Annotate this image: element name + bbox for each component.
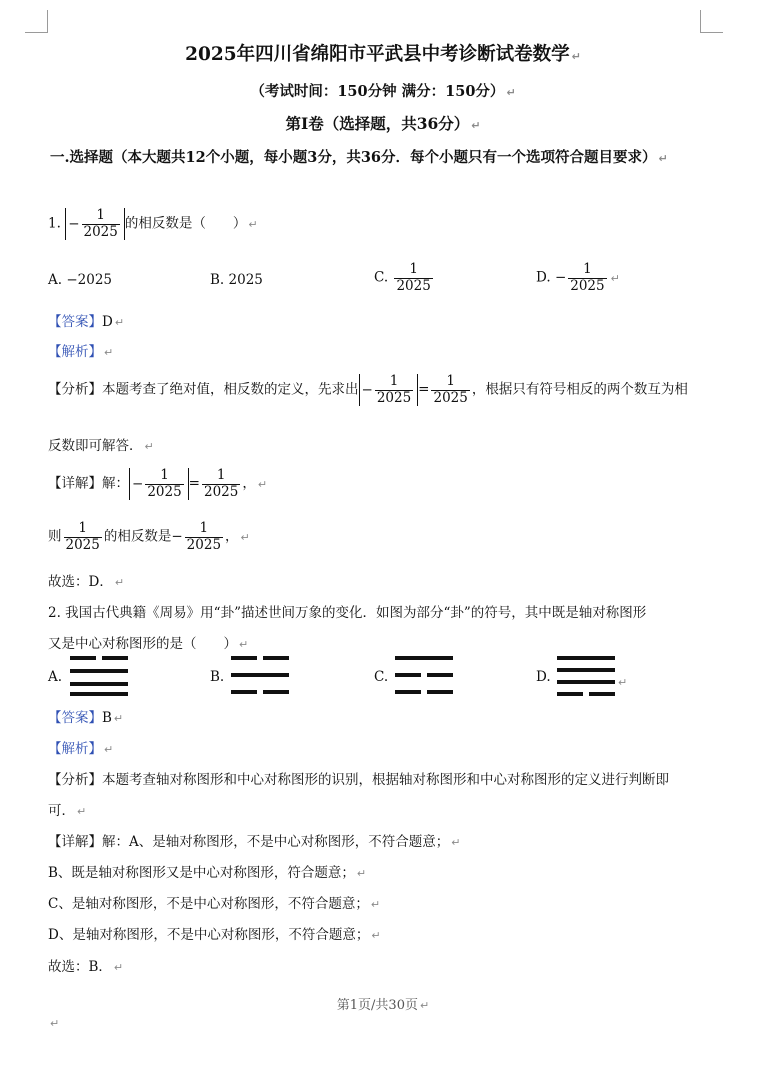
option-b: B. 2025 [210, 272, 263, 288]
detail-1: 【详解】解： − $\frac{1}{2025}$ = $\frac{1}{2025}$ ， ↵ [48, 467, 268, 500]
option-a-label: A. [48, 669, 63, 685]
part-heading: 第Ⅰ卷（选择题，共36分） ↵ [285, 114, 481, 133]
option-c-label: C. [374, 669, 389, 685]
conclusion-1: 故选：D． ↵ [48, 574, 125, 590]
absolute-value-expression: − $\frac{1}{2025}$ [65, 208, 125, 240]
option-d-label: D. [536, 669, 551, 685]
option-d: D. − $\frac{1}{2025}$ ↵ [536, 261, 620, 294]
option-c: C. $\frac{1}{2025}$ [374, 261, 431, 294]
option-a: A. −2025 [48, 272, 113, 288]
analysis-1: 【解析】 ↵ [48, 344, 114, 360]
question-2-stem-line2: 又是中心对称图形的是（ ） ↵ [48, 636, 249, 652]
option-b-label: B. [210, 669, 225, 685]
detail-1-then: 则 $\frac{1}{2025}$ 的相反数是− $\frac{1}{2025}$ ， ↵ [48, 520, 250, 553]
fraction: $\frac{1}{2025}$ [83, 207, 118, 240]
document-title: 2025年四川省绵阳市平武县中考诊断试卷数学 ↵ [185, 44, 581, 65]
conclusion-2: 故选：B． ↵ [48, 959, 124, 975]
detail-2-a: 【详解】解：A、是轴对称图形，不是中心对称图形，不符合题意； ↵ [48, 834, 461, 850]
section-heading: 一.选择题（本大题共12个小题，每小题3分，共36分．每个小题只有一个选项符合题目要求） ↵ [50, 149, 668, 166]
page-footer: 第1页/共30页 ↵ [336, 998, 430, 1013]
detail-2-d: D、是轴对称图形，不是中心对称图形，不符合题意； ↵ [48, 927, 381, 943]
analysis-2: 【解析】 ↵ [48, 741, 114, 757]
answer-2: 【答案】B ↵ [48, 710, 124, 726]
fenxi-2-line1: 【分析】本题考查轴对称图形和中心对称图形的识别，根据轴对称图形和中心对称图形的定义进行判断即 [48, 772, 669, 788]
fenxi-1-line2: 反数即可解答． ↵ [48, 438, 154, 454]
question-2-stem-line1: 2. 我国古代典籍《周易》用“卦”描述世间万象的变化．如图为部分“卦”的符号，其中既是轴对称图形 [48, 605, 647, 621]
detail-2-b: B、既是轴对称图形又是中心对称图形，符合题意； ↵ [48, 865, 367, 881]
question-number: 1. [48, 215, 61, 232]
paragraph-mark: ↵ [50, 1017, 60, 1030]
crop-mark-top-left [25, 10, 48, 33]
crop-mark-top-right [700, 10, 723, 33]
detail-2-c: C、是轴对称图形，不是中心对称图形，不符合题意； ↵ [48, 896, 381, 912]
exam-info: （考试时间：150分钟 满分：150分） ↵ [250, 83, 516, 100]
fenxi-2-line2: 可． ↵ [48, 803, 87, 819]
answer-1: 【答案】D ↵ [48, 314, 125, 330]
question-1-stem: 1. − $\frac{1}{2025}$ 的相反数是（ ） ↵ [48, 207, 258, 240]
fenxi-1: 【分析】本题考查了绝对值，相反数的定义，先求出 − $\frac{1}{2025}$ = $\frac{1}{2025}$ ，根据只有符号相反的两个数互为相 [48, 373, 688, 406]
